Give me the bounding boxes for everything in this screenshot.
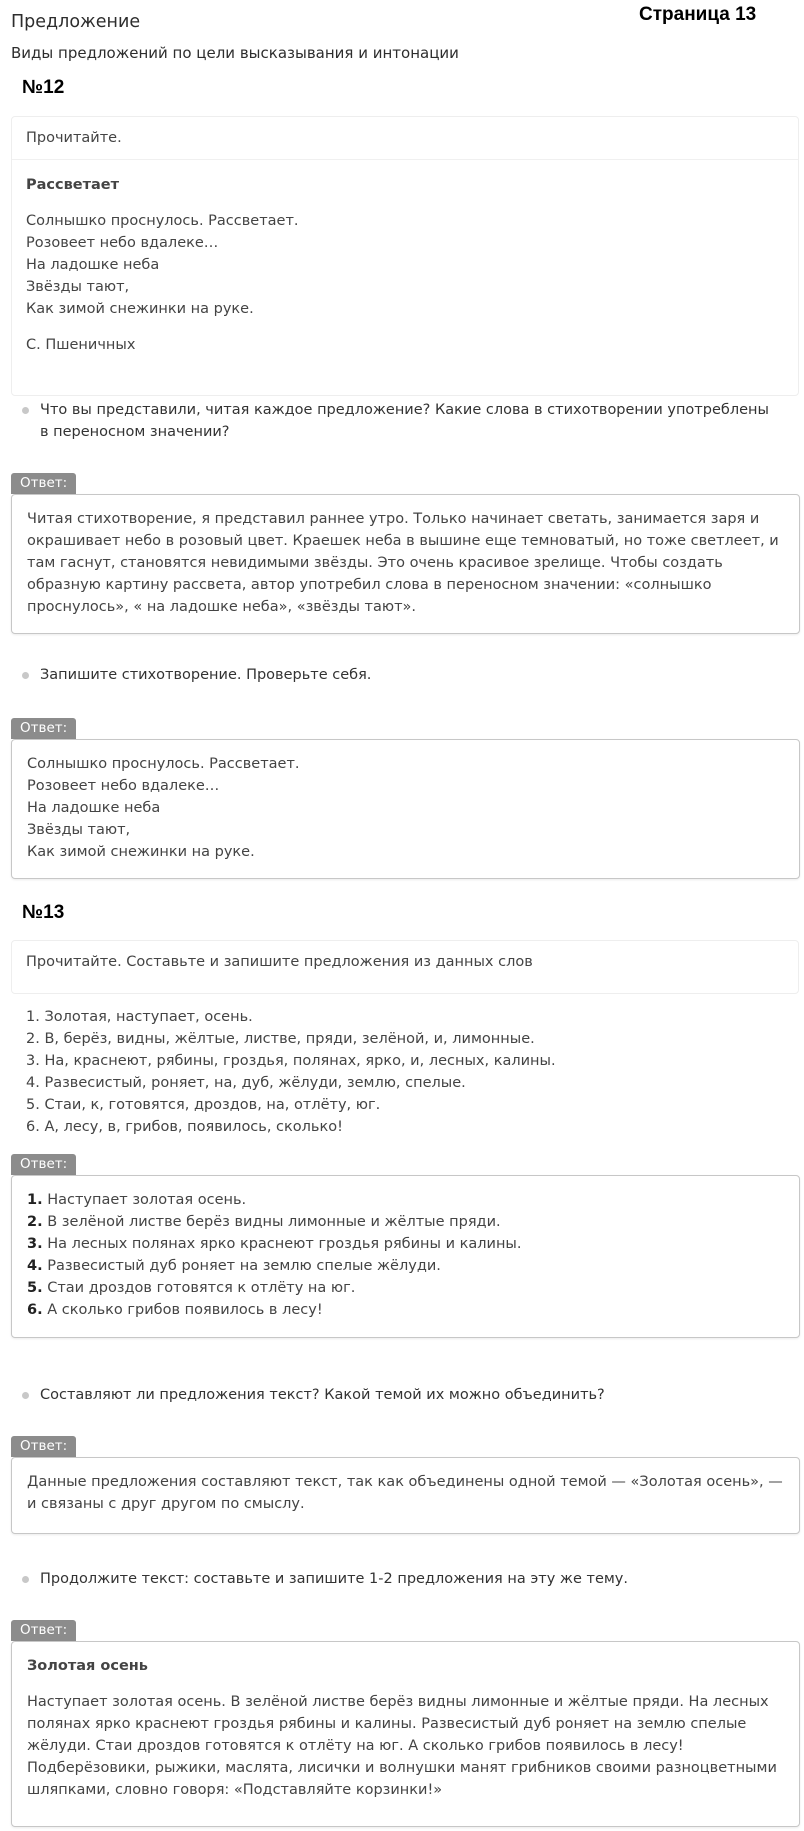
answer-label: Ответ: — [11, 473, 76, 494]
page-number: Страница 13 — [639, 4, 757, 25]
answer-line-text: В зелёной листве берёз видны лимонные и жёлтые пряди. — [47, 1214, 501, 1230]
answer-line: Как зимой снежинки на руке. — [27, 844, 255, 860]
word-list-item: 3. На, краснеют, рябины, гроздья, полянах, ярко, и, лесных, калины. — [26, 1053, 556, 1069]
answer-line-number: 6. — [27, 1302, 43, 1318]
answer-line-text: На лесных полянах ярко краснеют гроздья рябины и калины. — [47, 1236, 522, 1252]
exercise-13-card — [11, 940, 799, 994]
answer-line — [27, 1299, 784, 1321]
poem-line: Звёзды тают, — [26, 279, 130, 295]
poem-author: С. Пшеничных — [26, 337, 136, 353]
word-list-item: 1. Золотая, наступает, осень. — [26, 1009, 253, 1025]
word-list-item: 4. Развесистый, роняет, на, дуб, жёлуди, землю, спелые. — [26, 1075, 466, 1091]
bullet-icon — [22, 407, 29, 414]
poem-text — [26, 210, 784, 320]
exercise-13-instruction: Прочитайте. Составьте и запишите предложения из данных слов — [26, 954, 533, 970]
answer-line: Звёзды тают, — [27, 822, 131, 838]
section-subtitle: Виды предложений по цели высказывания и интонации — [11, 44, 459, 62]
answer-label: Ответ: — [11, 1154, 76, 1175]
answer-text: Читая стихотворение, я представил раннее утро. Только начинает светать, занимается заря и окрашивает небо в розовый цвет. Краешек неба в вышине еще темноватый, но тоже светлеет, и там гаснут, становятся невидимыми звёзды. Это очень красивое зрелище. Чтобы создать образную картину рассвета, автор употребил слова в переносном значении: «солнышко проснулось», « на ладошке неба», «звёзды тают». — [27, 511, 779, 615]
exercise-12-card — [11, 116, 799, 396]
answer-line-text: Стаи дроздов готовятся к отлёту на юг. — [47, 1280, 356, 1296]
answer-line — [27, 1189, 784, 1211]
question-13-3 — [22, 1568, 782, 1590]
answer-13-1 — [11, 1175, 800, 1338]
word-list-item: 5. Стаи, к, готовятся, дроздов, на, отлёту, юг. — [26, 1097, 381, 1113]
poem-line: Как зимой снежинки на руке. — [26, 301, 254, 317]
answer-line: На ладошке неба — [27, 800, 161, 816]
exercise-number-12: №12 — [22, 77, 65, 98]
poem-line: Розовеет небо вдалеке… — [26, 235, 219, 251]
poem-line: Солнышко проснулось. Рассветает. — [26, 213, 299, 229]
word-list-item: 6. А, лесу, в, грибов, появилось, сколько! — [26, 1119, 343, 1135]
answer-title: Золотая осень — [27, 1658, 148, 1674]
answer-line — [27, 1211, 784, 1233]
answer-12-1 — [11, 494, 800, 634]
question-12-2 — [22, 664, 782, 686]
question-text: Продолжите текст: составьте и запишите 1-2 предложения на эту же тему. — [40, 1571, 629, 1587]
answer-12-2 — [11, 739, 800, 879]
exercise-number-13: №13 — [22, 902, 65, 923]
word-list-item: 2. В, берёз, видны, жёлтые, листве, пряди, зелёной, и, лимонные. — [26, 1031, 535, 1047]
question-12-1 — [22, 399, 782, 443]
answer-13-2 — [11, 1457, 800, 1534]
question-text: Что вы представили, читая каждое предложение? Какие слова в стихотворении употреблены в переносном значении? — [40, 402, 769, 440]
exercise-12-instruction: Прочитайте. — [26, 130, 122, 146]
answer-text: Наступает золотая осень. В зелёной листве берёз видны лимонные и жёлтые пряди. На лесных полянах ярко краснеют гроздья рябины и калины. Развесистый дуб роняет на землю спелые жёлуди. Стаи дроздов готовятся к отлёту на юг. А сколько грибов появилось в лесу! Подберёзовики, рыжики, маслята, лисички и волнушки манят грибников своими разноцветными шляпками, словно говоря: «Подставляйте корзинки!» — [27, 1694, 777, 1798]
bullet-icon — [22, 672, 29, 679]
answer-label: Ответ: — [11, 718, 76, 739]
answer-line — [27, 1233, 784, 1255]
answer-line — [27, 1277, 784, 1299]
answer-line-text: Наступает золотая осень. — [47, 1192, 247, 1208]
answer-line-number: 3. — [27, 1236, 43, 1252]
section-title: Предложение — [11, 12, 141, 32]
answer-line-text: Развесистый дуб роняет на землю спелые жёлуди. — [47, 1258, 441, 1274]
answer-line-number: 1. — [27, 1192, 43, 1208]
answer-13-3 — [11, 1641, 800, 1827]
poem-title: Рассветает — [26, 177, 120, 193]
answer-line-number: 4. — [27, 1258, 43, 1274]
answer-text: Данные предложения составляют текст, так как объединены одной темой — «Золотая осень», — и связаны с друг другом по смыслу. — [27, 1474, 783, 1512]
answer-line-number: 5. — [27, 1280, 43, 1296]
answer-line: Солнышко проснулось. Рассветает. — [27, 756, 300, 772]
question-text: Составляют ли предложения текст? Какой темой их можно объединить? — [40, 1387, 605, 1403]
answer-line-number: 2. — [27, 1214, 43, 1230]
answer-line — [27, 1255, 784, 1277]
poem-line: На ладошке неба — [26, 257, 160, 273]
bullet-icon — [22, 1392, 29, 1399]
answer-label: Ответ: — [11, 1620, 76, 1641]
word-list — [26, 1006, 786, 1138]
answer-line: Розовеет небо вдалеке… — [27, 778, 220, 794]
answer-label: Ответ: — [11, 1436, 76, 1457]
bullet-icon — [22, 1576, 29, 1583]
question-13-2 — [22, 1384, 782, 1406]
poem-block — [12, 159, 798, 370]
answer-line-text: А сколько грибов появилось в лесу! — [47, 1302, 323, 1318]
question-text: Запишите стихотворение. Проверьте себя. — [40, 667, 372, 683]
